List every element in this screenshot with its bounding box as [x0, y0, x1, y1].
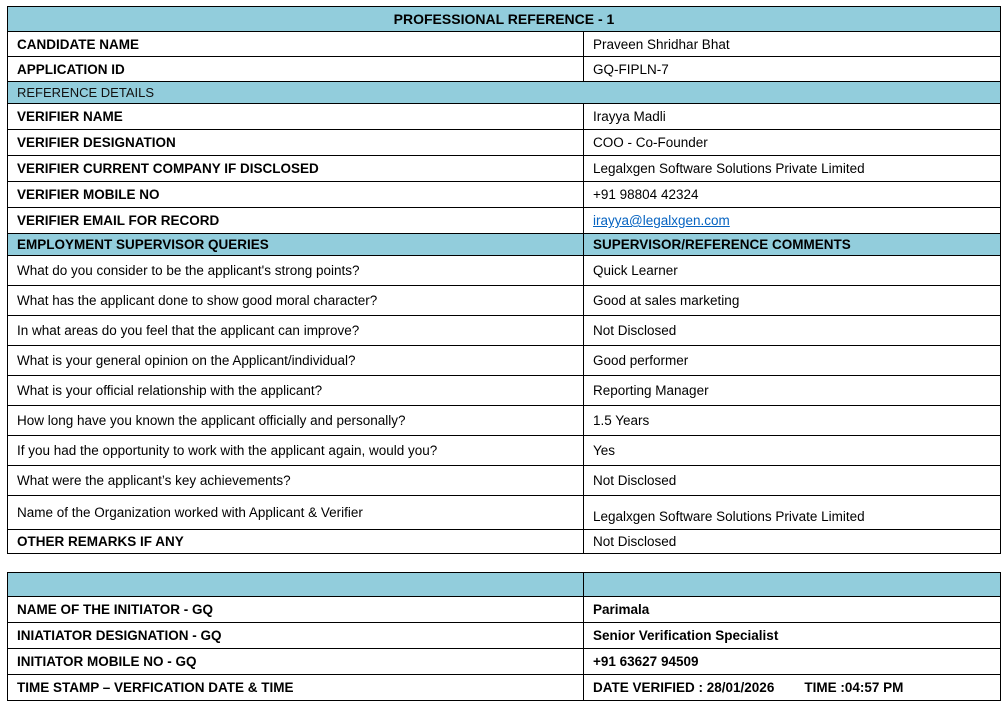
initiator-designation-value: Senior Verification Specialist — [584, 623, 1001, 649]
query-row — [8, 346, 1001, 376]
table-row — [8, 182, 1001, 208]
initiator-mobile-value: +91 63627 94509 — [584, 649, 1001, 675]
initiator-designation-label: INIATIATOR DESIGNATION - GQ — [8, 623, 584, 649]
verifier-company-value: Legalxgen Software Solutions Private Limited — [584, 156, 1001, 182]
query-label: How long have you known the applicant officially and personally? — [8, 406, 584, 436]
timestamp-value — [584, 675, 1001, 701]
verifier-mobile-value: +91 98804 42324 — [584, 182, 1001, 208]
table-row — [8, 623, 1001, 649]
query-row — [8, 316, 1001, 346]
title-row — [8, 7, 1001, 32]
verifier-name-label: VERIFIER NAME — [8, 104, 584, 130]
reference-table — [7, 6, 1001, 554]
query-label: Name of the Organization worked with Applicant & Verifier — [8, 496, 584, 530]
page-title: PROFESSIONAL REFERENCE - 1 — [8, 7, 1001, 32]
query-label: In what areas do you feel that the applicant can improve? — [8, 316, 584, 346]
date-verified: DATE VERIFIED : 28/01/2026 — [593, 680, 775, 695]
query-label: What has the applicant done to show good moral character? — [8, 286, 584, 316]
query-row — [8, 496, 1001, 530]
email-link[interactable]: irayya@legalxgen.com — [593, 213, 730, 228]
query-value: Good at sales marketing — [584, 286, 1001, 316]
empty-cell — [584, 573, 1001, 597]
query-value: Yes — [584, 436, 1001, 466]
table-row — [8, 649, 1001, 675]
query-value: 1.5 Years — [584, 406, 1001, 436]
verifier-mobile-label: VERIFIER MOBILE NO — [8, 182, 584, 208]
query-value: Not Disclosed — [584, 316, 1001, 346]
table-row — [8, 208, 1001, 234]
queries-header-row — [8, 234, 1001, 256]
initiator-name-label: NAME OF THE INITIATOR - GQ — [8, 597, 584, 623]
query-row — [8, 466, 1001, 496]
query-value: Legalxgen Software Solutions Private Limited — [584, 496, 1001, 530]
query-label: If you had the opportunity to work with the applicant again, would you? — [8, 436, 584, 466]
query-row — [8, 436, 1001, 466]
time-verified: TIME :04:57 PM — [804, 680, 904, 695]
verifier-designation-label: VERIFIER DESIGNATION — [8, 130, 584, 156]
queries-header-left: EMPLOYMENT SUPERVISOR QUERIES — [8, 234, 584, 256]
candidate-name-value: Praveen Shridhar Bhat — [584, 32, 1001, 57]
query-row — [8, 406, 1001, 436]
table-row — [8, 104, 1001, 130]
table-row — [8, 530, 1001, 554]
verifier-company-label: VERIFIER CURRENT COMPANY IF DISCLOSED — [8, 156, 584, 182]
table-row — [8, 57, 1001, 82]
query-row — [8, 286, 1001, 316]
queries-header-right: SUPERVISOR/REFERENCE COMMENTS — [584, 234, 1001, 256]
application-id-label: APPLICATION ID — [8, 57, 584, 82]
initiator-table — [7, 572, 1001, 701]
other-remarks-value: Not Disclosed — [584, 530, 1001, 554]
empty-cell — [8, 573, 584, 597]
blue-empty-row — [8, 573, 1001, 597]
verifier-email-label: VERIFIER EMAIL FOR RECORD — [8, 208, 584, 234]
query-value: Not Disclosed — [584, 466, 1001, 496]
other-remarks-label: OTHER REMARKS IF ANY — [8, 530, 584, 554]
candidate-name-label: CANDIDATE NAME — [8, 32, 584, 57]
query-label: What is your general opinion on the Applicant/individual? — [8, 346, 584, 376]
query-value: Quick Learner — [584, 256, 1001, 286]
query-label: What is your official relationship with the applicant? — [8, 376, 584, 406]
query-value: Reporting Manager — [584, 376, 1001, 406]
table-row — [8, 597, 1001, 623]
query-row — [8, 256, 1001, 286]
verifier-email-value — [584, 208, 1001, 234]
application-id-value: GQ-FIPLN-7 — [584, 57, 1001, 82]
initiator-mobile-label: INITIATOR MOBILE NO - GQ — [8, 649, 584, 675]
verifier-designation-value: COO - Co-Founder — [584, 130, 1001, 156]
timestamp-label: TIME STAMP – VERFICATION DATE & TIME — [8, 675, 584, 701]
table-row — [8, 130, 1001, 156]
table-row — [8, 675, 1001, 701]
query-row — [8, 376, 1001, 406]
table-gap — [7, 554, 1000, 572]
query-label: What do you consider to be the applicant's strong points? — [8, 256, 584, 286]
table-row — [8, 156, 1001, 182]
query-value: Good performer — [584, 346, 1001, 376]
section-header-row — [8, 82, 1001, 104]
reference-details-section-title: REFERENCE DETAILS — [8, 82, 1001, 104]
query-label: What were the applicant’s key achievements? — [8, 466, 584, 496]
table-row — [8, 32, 1001, 57]
verifier-name-value: Irayya Madli — [584, 104, 1001, 130]
initiator-name-value: Parimala — [584, 597, 1001, 623]
